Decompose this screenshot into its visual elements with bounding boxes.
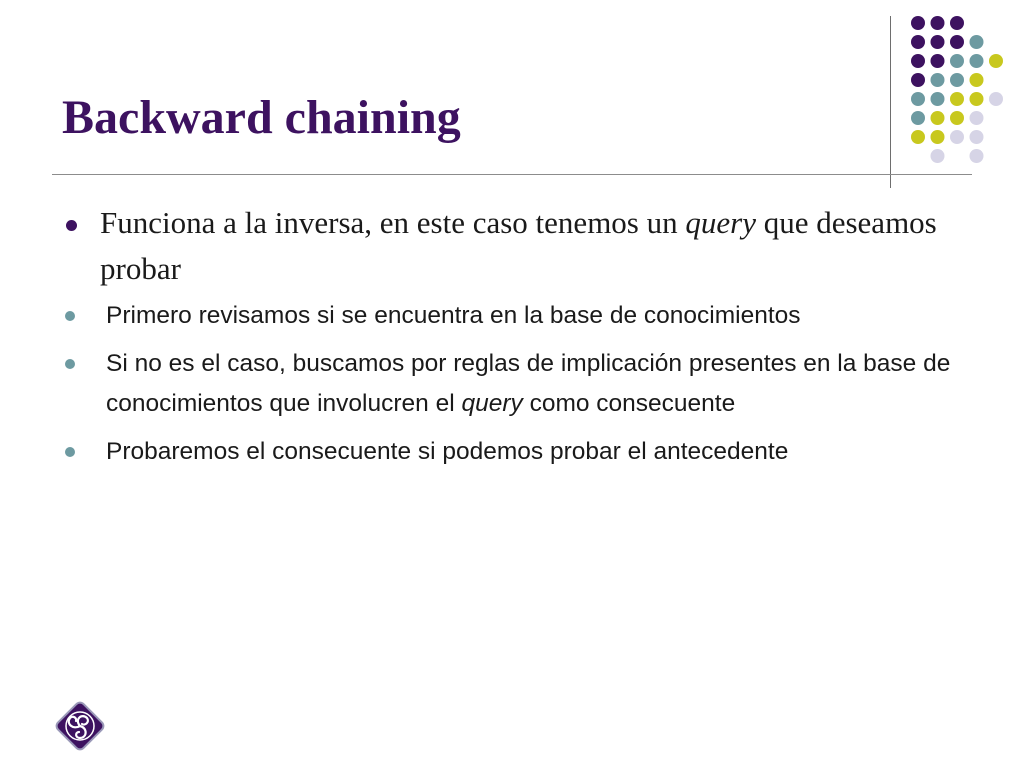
decor-dot (931, 16, 945, 30)
sub-bullet-list (66, 296, 956, 472)
decor-dot (931, 73, 945, 87)
decor-dot (950, 130, 964, 144)
decor-dot (989, 92, 1003, 106)
decor-dot (911, 92, 925, 106)
bullet-text-pre: Funciona a la inversa, en este caso tenemos un (100, 205, 686, 240)
bullet-text-post: que deseamos probar (100, 205, 937, 286)
sub-bullet (66, 344, 956, 424)
decor-dot (911, 111, 925, 125)
decor-dot (950, 35, 964, 49)
bullet-dot-teal-icon (65, 311, 75, 321)
vertical-divider (890, 16, 891, 188)
decor-dot (970, 92, 984, 106)
decor-dot (911, 130, 925, 144)
decor-dot (911, 16, 925, 30)
slide-title: Backward chaining (62, 91, 461, 144)
bullet-dot-teal-icon (65, 359, 75, 369)
triskele-logo-icon (52, 699, 108, 753)
horizontal-divider (52, 174, 972, 175)
decor-dot (911, 35, 925, 49)
sub-bullet (66, 432, 956, 472)
decor-dot (931, 111, 945, 125)
sub-bullet-text: Primero revisamos si se encuentra en la base de conocimientos (106, 302, 801, 329)
sub-bullet-text-query: query (461, 390, 523, 417)
decor-dot (950, 92, 964, 106)
decor-dot (931, 54, 945, 68)
bullet-dot-teal-icon (65, 447, 75, 457)
decor-dot (931, 92, 945, 106)
decor-dot (911, 54, 925, 68)
decor-dot (931, 35, 945, 49)
sub-bullet-text-pre: Si no es el caso, buscamos por reglas de implicación presentes en la base de conocimientos que involucren el (106, 350, 951, 417)
decor-dot (950, 16, 964, 30)
sub-bullet-text: Probaremos el consecuente si podemos probar el antecedente (106, 438, 789, 465)
decor-dot (970, 35, 984, 49)
bullet-text-query: query (685, 205, 756, 240)
decor-dot (911, 73, 925, 87)
decor-dot (950, 111, 964, 125)
decor-dot (970, 130, 984, 144)
decor-dot (950, 54, 964, 68)
decor-dot (989, 54, 1003, 68)
decor-dot (931, 130, 945, 144)
sub-bullet (66, 296, 956, 336)
bullet-level1 (66, 200, 956, 292)
decor-dot (970, 73, 984, 87)
decor-dot (970, 149, 984, 163)
sub-bullet-text-post: como consecuente (522, 390, 736, 417)
bullet-dot-purple-icon (66, 220, 77, 231)
decor-dot (970, 111, 984, 125)
slide-content (66, 200, 956, 480)
decor-dot (931, 149, 945, 163)
decor-dot (950, 73, 964, 87)
decor-dot (970, 54, 984, 68)
